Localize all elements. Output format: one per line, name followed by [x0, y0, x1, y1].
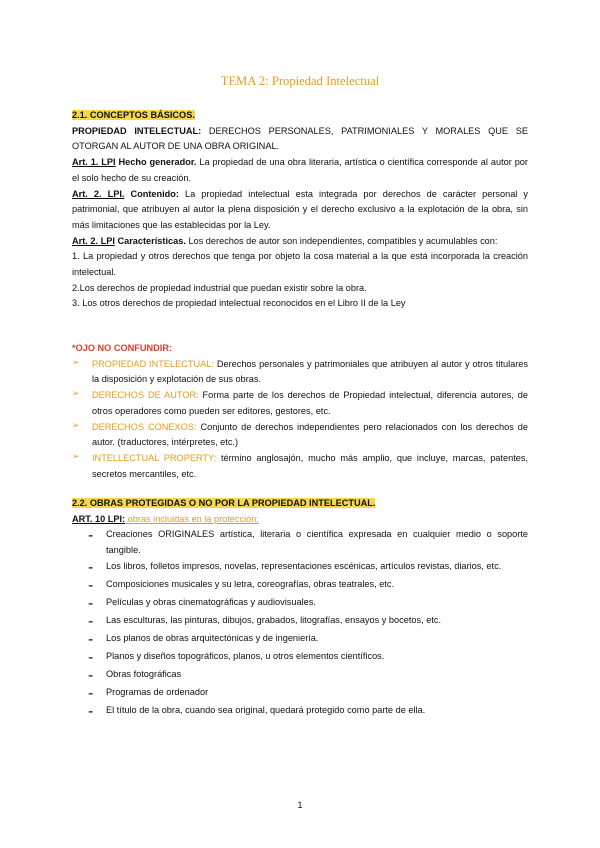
list-item [72, 577, 528, 595]
term-text: Derechos personales y patrimoniales que atribuyen al autor y otros titulares la disposición y explotación de sus obras. [92, 358, 528, 385]
section-conceptos [72, 108, 528, 312]
definition-label: PROPIEDAD INTELECTUAL: [72, 125, 202, 136]
list-item [72, 613, 528, 631]
term-label: INTELLECTUAL PROPERTY: [92, 452, 217, 463]
list-item: 2.Los derechos de propiedad industrial que puedan existir sobre la obra. [72, 282, 367, 293]
list-item-text: Composiciones musicales y su letra, coreografías, obras teatrales, etc. [106, 578, 395, 589]
art2b-ref: Art. 2. LPI [72, 235, 115, 246]
art1-text: La propiedad de una obra literaria, artística o científica corresponde al autor por el solo hecho de su creación. [72, 157, 528, 183]
list-item [72, 388, 528, 419]
confusion-heading: *OJO NO CONFUNDIR: [72, 343, 173, 353]
section-confusion [72, 341, 528, 482]
art2-text: La propiedad intelectual esta integrada por derechos de carácter personal y patrimonial, que atribuyen al autor la plena disposición y el derecho exclusivo a la explotación de la obra, sin más limitaciones que las establecidas por la Ley. [72, 188, 528, 230]
dash-bullet: - [88, 594, 94, 612]
list-item-text: Planos y diseños topográficos, planos, u otros elementos científicos. [106, 650, 385, 661]
dash-bullet: - [88, 684, 94, 702]
arrow-icon: ➢ [72, 450, 80, 461]
dash-bullet: - [88, 630, 94, 648]
section-heading-2-1: 2.1. CONCEPTOS BÁSICOS. [72, 110, 195, 120]
dash-bullet: - [88, 527, 94, 545]
section-heading-2-2: 2.2. OBRAS PROTEGIDAS O NO POR LA PROPIEDAD INTELECTUAL. [72, 498, 376, 508]
list-item [72, 703, 528, 721]
definition-text: DERECHOS PERSONALES, PATRIMONIALES Y MORALES QUE SE OTORGAN AL AUTOR DE UNA OBRA ORIGINAL. [72, 125, 528, 152]
page-number: 1 [297, 800, 303, 810]
list-item [72, 595, 528, 613]
art2-ref: Art. 2. LPI. [72, 188, 125, 199]
term-label: PROPIEDAD INTELECTUAL: [92, 358, 214, 369]
list-item-text: Creaciones ORIGINALES artística, literaria o científica expresada en cualquier medio o soporte tangible. [106, 529, 528, 556]
list-item [72, 527, 528, 558]
art1-paragraph [72, 155, 528, 186]
list-item-text: Películas y obras cinematográficas y audiovisuales. [106, 596, 316, 607]
art2b-text: Los derechos de autor son independientes, compatibles y acumulables con: [185, 235, 498, 246]
list-item-text: Obras fotográficas [106, 668, 182, 679]
list-item-text: Programas de ordenador [106, 686, 209, 697]
list-item [72, 451, 528, 482]
dash-bullet: - [88, 702, 94, 720]
list-item-text: El título de la obra, cuando sea original, quedará protegido como parte de ella. [106, 704, 426, 715]
term-text: Forma parte de los derechos de Propiedad intelectual, diferencia autores, de otros operadores como pueden ser editores, gestores, etc. [92, 390, 528, 416]
dash-bullet: - [88, 558, 94, 576]
list-item [72, 685, 528, 703]
list-item [72, 667, 528, 685]
list-item [72, 357, 528, 388]
dash-bullet: - [88, 612, 94, 630]
arrow-icon: ➢ [72, 356, 80, 367]
art2b-label: Características. [114, 235, 186, 246]
document-title: TEMA 2: Propiedad Intelectual [220, 74, 380, 88]
dash-bullet: - [88, 576, 94, 594]
art10-ref: ART. 10 LPI: [72, 513, 126, 524]
art2-label: Contenido: [124, 188, 179, 199]
arrow-icon: ➢ [72, 419, 80, 430]
section-obras [72, 496, 528, 721]
list-item [72, 420, 528, 451]
list-item: 1. La propiedad y otros derechos que tenga por objeto la cosa material a la que está incorporada la creación intelectual. [72, 251, 528, 278]
list-item [72, 631, 528, 649]
arrow-icon: ➢ [72, 388, 80, 399]
term-label: DERECHOS CONEXOS: [92, 421, 197, 432]
art1-ref: Art. 1. LPI [72, 157, 116, 168]
dash-bullet: - [88, 666, 94, 684]
term-text: Conjunto de derechos independientes pero relacionados con los derechos de autor. (traductores, intérpretes, etc.) [92, 421, 529, 448]
dash-bullet: - [88, 648, 94, 666]
art10-label: obras incluidas en la protección: [125, 513, 259, 524]
list-item-text: Los planos de obras arquitectónicas y de ingeniería. [106, 632, 319, 643]
term-label: DERECHOS DE AUTOR: [92, 390, 199, 401]
definition-paragraph [72, 124, 528, 155]
list-item-text: Las esculturas, las pinturas, dibujos, grabados, litografías, ensayos y bocetos, etc. [106, 614, 442, 625]
list-item: 3. Los otros derechos de propiedad intelectual reconocidos en el Libro II de la Ley [72, 298, 406, 309]
art2-paragraph [72, 187, 528, 234]
list-item-text: Los libros, folletos impresos, novelas, representaciones escénicas, artículos revistas, diarios, etc. [106, 560, 502, 571]
list-item [72, 649, 528, 667]
art2b-paragraph [72, 234, 528, 250]
art1-label: Hecho generador. [115, 157, 197, 168]
term-text: término anglosajón, mucho más amplio, que incluye, marcas, patentes, secretos mercantiles, etc. [92, 452, 528, 479]
list-item [72, 559, 528, 577]
